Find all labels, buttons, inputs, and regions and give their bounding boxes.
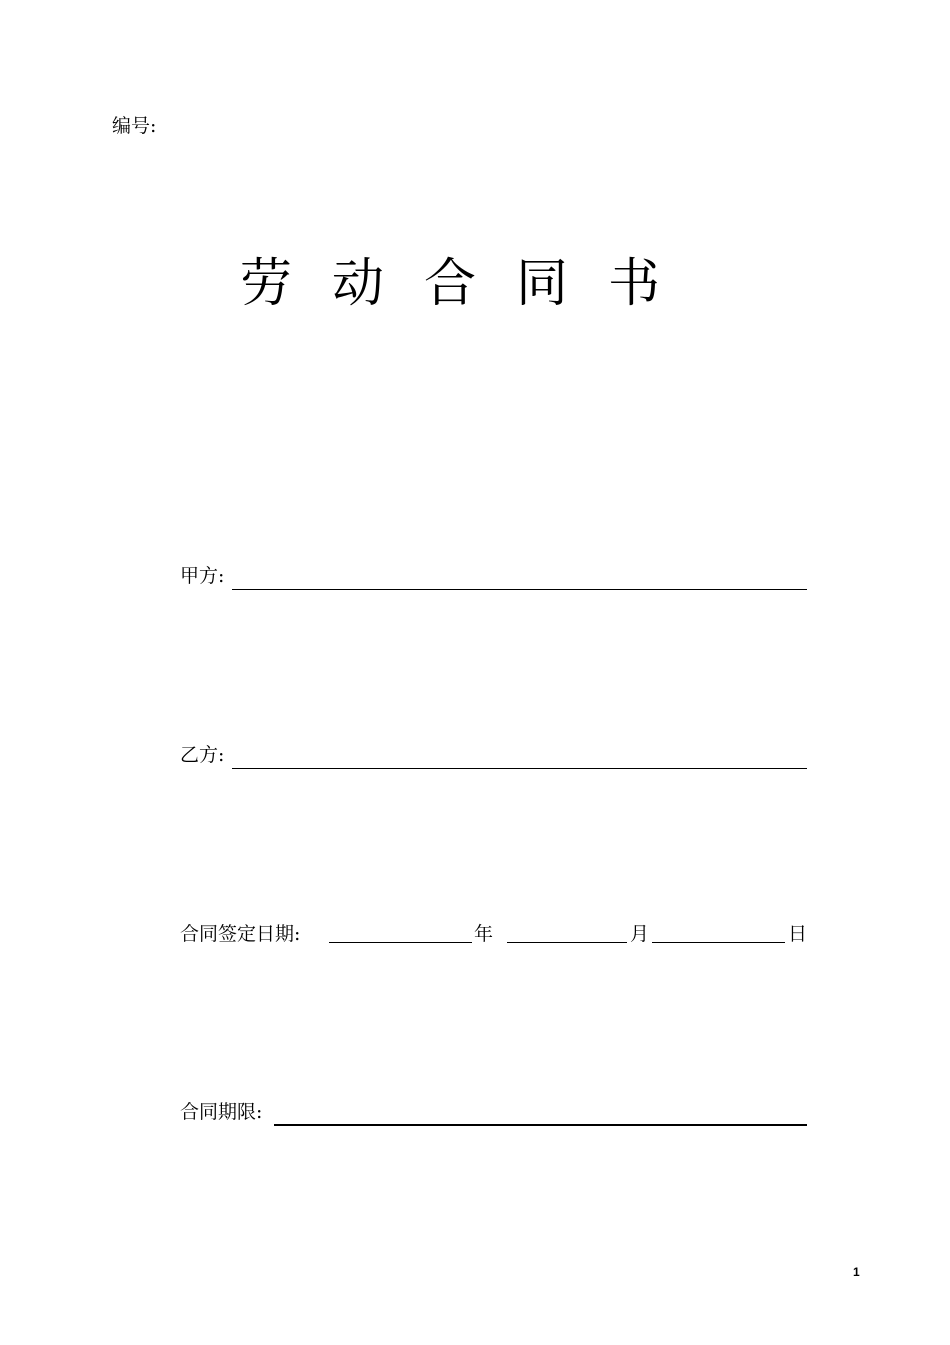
contract-term-label: 合同期限:: [180, 1101, 263, 1123]
party-b-field: [180, 739, 807, 769]
party-a-blank-line[interactable]: [232, 569, 807, 590]
party-b-blank-line[interactable]: [232, 748, 807, 769]
party-b-label: 乙方:: [180, 744, 225, 766]
party-a-field: [180, 560, 807, 590]
month-blank-line[interactable]: [507, 942, 627, 943]
title-char: 劳: [240, 254, 293, 314]
page-number: 1: [853, 1265, 860, 1279]
contract-term-blank-line[interactable]: [274, 1104, 807, 1126]
title-char: 书: [607, 254, 660, 314]
party-a-label: 甲方:: [180, 565, 225, 587]
document-title: [240, 252, 660, 316]
serial-number-label: 编号:: [112, 115, 157, 137]
contract-term-field: [180, 1096, 807, 1126]
day-unit: 日: [788, 923, 808, 945]
title-char: 同: [515, 254, 568, 314]
sign-date-label: 合同签定日期:: [180, 923, 301, 945]
year-unit: 年: [474, 923, 494, 945]
year-blank-line[interactable]: [329, 942, 472, 943]
title-char: 动: [331, 254, 384, 314]
month-unit: 月: [630, 923, 650, 945]
sign-date-field: [180, 918, 807, 948]
title-char: 合: [423, 254, 476, 314]
day-blank-line[interactable]: [652, 942, 785, 943]
